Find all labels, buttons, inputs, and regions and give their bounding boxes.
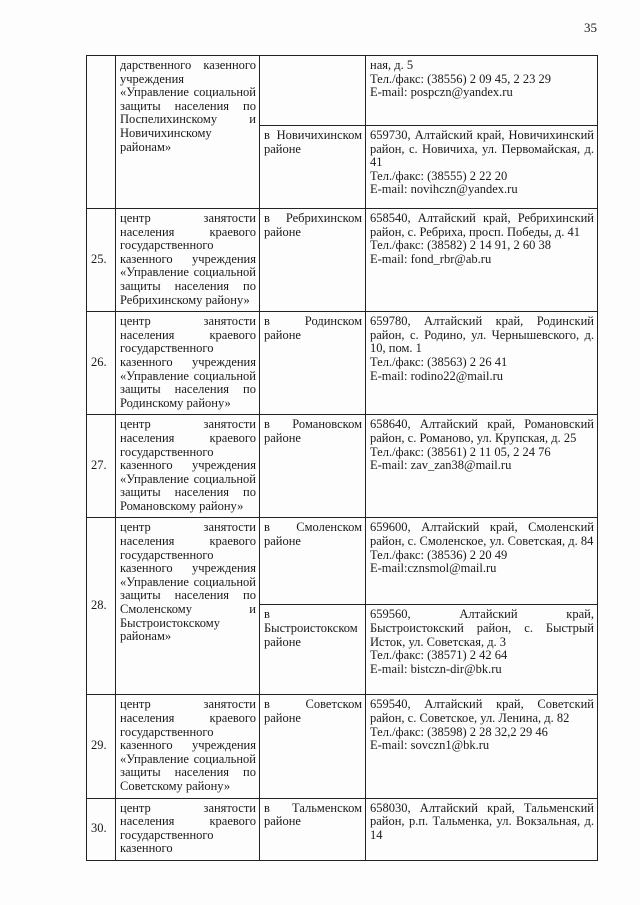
organizations-table	[86, 55, 598, 861]
organization-name: дарственного казенного учреждения «Управление социальной защиты населения по Поспелихинскому и Новичихинскому районам»	[116, 56, 260, 209]
phone-fax: Тел./факс: (38598) 2 28 32,2 29 46	[370, 724, 548, 739]
address-line: 658540, Алтайский край, Ребрихинский район, с. Ребриха, просп. Победы, д. 41	[370, 211, 594, 239]
district-location: в Ребрихинском районе	[260, 209, 366, 312]
phone-fax: Тел./факс: (38561) 2 11 05, 2 24 76	[370, 444, 551, 459]
contact-address	[366, 126, 598, 209]
row-number: 25.	[87, 209, 116, 312]
table-row	[87, 798, 598, 860]
row-number: 29.	[87, 695, 116, 798]
district-location: в Тальменском районе	[260, 798, 366, 860]
table-row	[87, 518, 598, 605]
table-row	[87, 695, 598, 798]
organization-name: центр занятости населения краевого государственного казенного учреждения «Управление социальной защиты населения по Смоленскому и Быстроистокскому районам»	[116, 518, 260, 695]
address-line: 659560, Алтайский край, Быстроистокский район, с. Быстрый Исток, ул. Советская, д. 3	[370, 607, 594, 649]
phone-fax: Тел./факс: (38556) 2 09 45, 2 23 29	[370, 71, 552, 86]
district-location: в Романовском районе	[260, 415, 366, 518]
table-row	[87, 56, 598, 126]
email: E-mail: sovczn1@bk.ru	[370, 738, 490, 753]
email: E-mail: rodino22@mail.ru	[370, 368, 504, 383]
phone-fax: Тел./факс: (38563) 2 26 41	[370, 354, 508, 369]
phone-fax: Тел./факс: (38555) 2 22 20	[370, 168, 508, 183]
row-number: 30.	[87, 798, 116, 860]
organization-name: центр занятости населения краевого государственного казенного учреждения «Управление социальной защиты населения по Родинскому району»	[116, 312, 260, 415]
address-line: 659730, Алтайский край, Новичихинский район, с. Новичиха, ул. Первомайская, д. 41	[370, 128, 594, 170]
address-line: 659540, Алтайский край, Советский район, с. Советское, ул. Ленина, д. 82	[370, 697, 594, 726]
table-row	[87, 209, 598, 312]
contact-address	[366, 312, 598, 415]
email: E-mail: bistczn-dir@bk.ru	[370, 661, 502, 676]
email: E-mail: pospczn@yandex.ru	[370, 85, 513, 100]
district-location	[260, 56, 366, 126]
contact-address	[366, 56, 598, 126]
organization-name: центр занятости населения краевого государственного казенного	[116, 798, 260, 860]
contact-address	[366, 518, 598, 605]
contact-address	[366, 605, 598, 695]
address-line: ная, д. 5	[370, 58, 414, 72]
row-number: 26.	[87, 312, 116, 415]
district-location: в Новичихинском районе	[260, 126, 366, 209]
email: E-mail: zav_zan38@mail.ru	[370, 458, 512, 473]
organization-name: центр занятости населения краевого государственного казенного учреждения «Управление социальной защиты населения по Романовскому району»	[116, 415, 260, 518]
page-number: 35	[584, 20, 597, 35]
row-number: 27.	[87, 415, 116, 518]
contact-address	[366, 695, 598, 798]
row-number: 28.	[87, 518, 116, 695]
email: E-mail:cznsmol@mail.ru	[370, 561, 497, 576]
address-line: 658030, Алтайский край, Тальменский район, р.п. Тальменка, ул. Вокзальная, д. 14	[370, 800, 594, 842]
phone-fax: Тел./факс: (38571) 2 42 64	[370, 648, 508, 663]
district-location: в Смоленском районе	[260, 518, 366, 605]
phone-fax: Тел./факс: (38536) 2 20 49	[370, 547, 508, 562]
district-location: в Советском районе	[260, 695, 366, 798]
district-location: в Быстроистокском районе	[260, 605, 366, 695]
contact-address	[366, 209, 598, 312]
email: E-mail: fond_rbr@ab.ru	[370, 251, 492, 266]
phone-fax: Тел./факс: (38582) 2 14 91, 2 60 38	[370, 238, 552, 253]
organization-name: центр занятости населения краевого государственного казенного учреждения «Управление социальной защиты населения по Советскому району»	[116, 695, 260, 798]
table-row	[87, 312, 598, 415]
row-number	[87, 56, 116, 209]
address-line: 658640, Алтайский край, Романовский район, с. Романово, ул. Крупская, д. 25	[370, 417, 594, 445]
address-line: 659780, Алтайский край, Родинский район, с. Родино, ул. Чернышевского, д. 10, пом. 1	[370, 314, 594, 356]
district-location: в Родинском районе	[260, 312, 366, 415]
contact-address	[366, 798, 598, 860]
table-row	[87, 415, 598, 518]
organization-name: центр занятости населения краевого государственного казенного учреждения «Управление социальной защиты населения по Ребрихинскому району»	[116, 209, 260, 312]
address-line: 659600, Алтайский край, Смоленский район, с. Смоленское, ул. Советская, д. 84	[370, 520, 594, 549]
contact-address	[366, 415, 598, 518]
email: E-mail: novihczn@yandex.ru	[370, 182, 518, 197]
